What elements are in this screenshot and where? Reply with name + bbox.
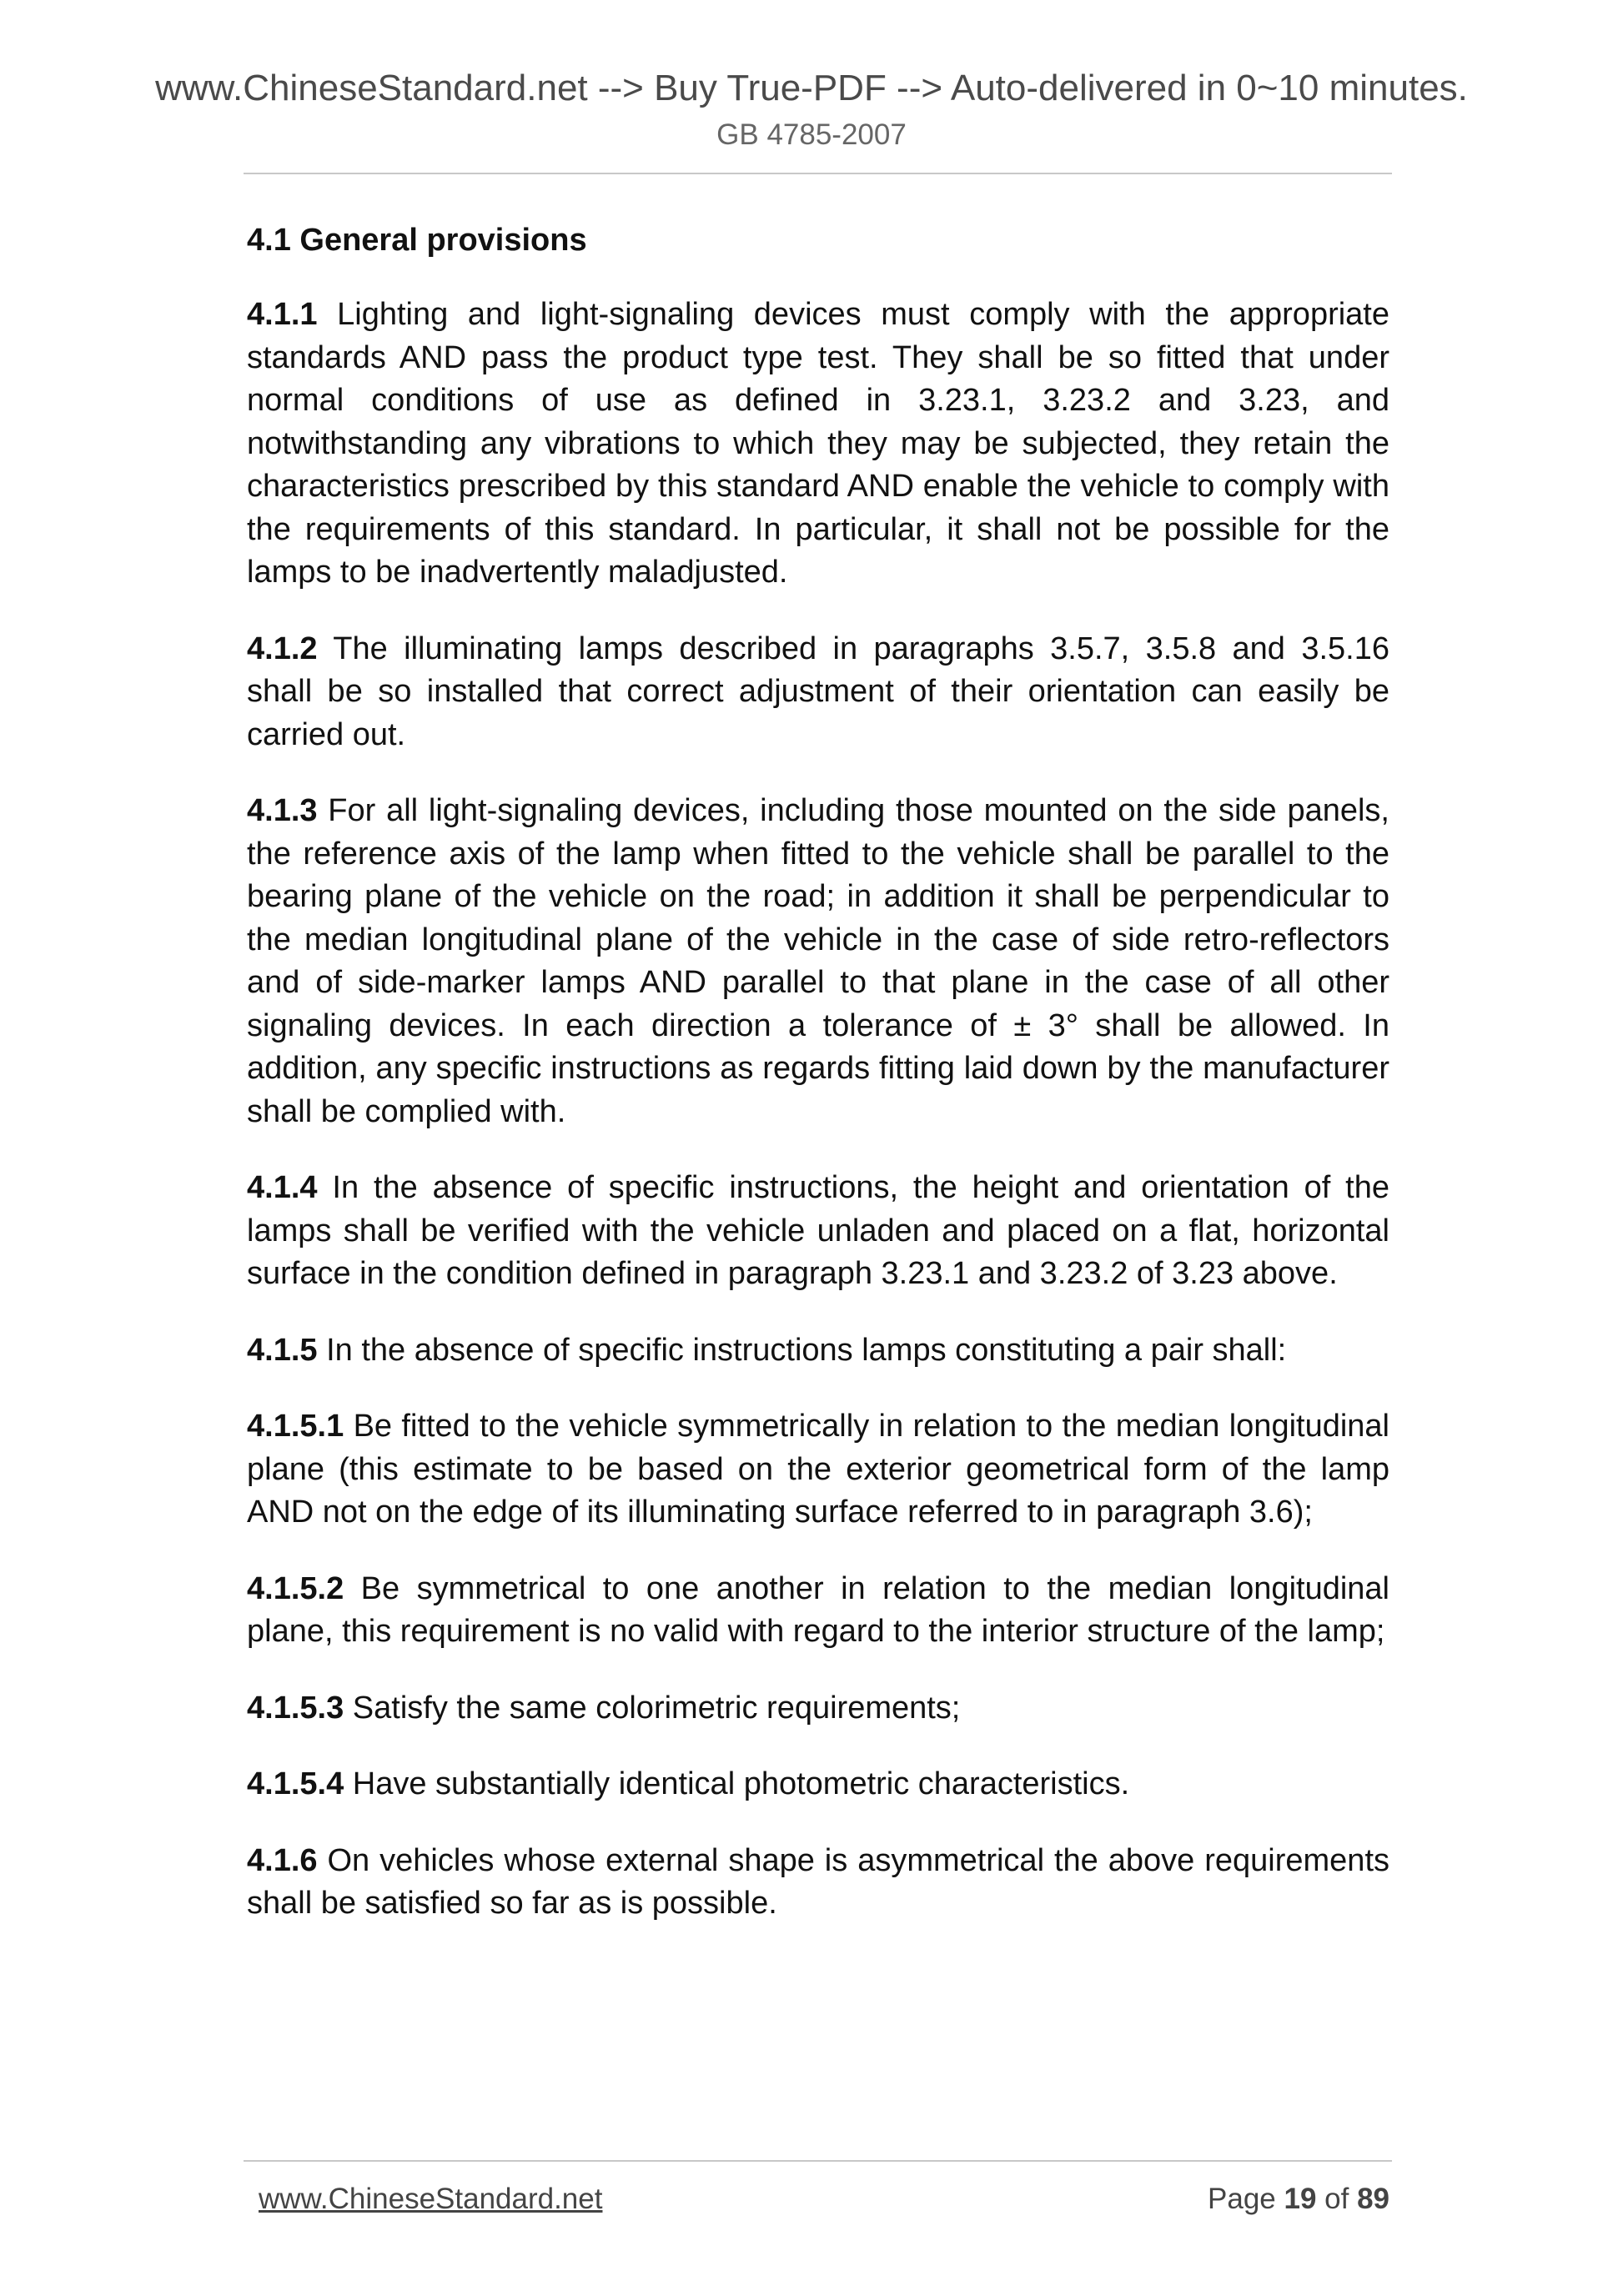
clause-text: Satisfy the same colorimetric requirements; <box>344 1690 961 1726</box>
clause-4-1-4 <box>247 1167 1389 1296</box>
clause-number: 4.1.5.3 <box>247 1690 344 1726</box>
clause-number: 4.1.5.4 <box>247 1766 344 1801</box>
document-code: GB 4785-2007 <box>716 118 907 151</box>
clause-4-1-5-3 <box>247 1687 1389 1731</box>
clause-text: In the absence of specific instructions lamps constituting a pair shall: <box>317 1332 1287 1368</box>
page-of: of <box>1316 2183 1358 2215</box>
page-indicator <box>1208 2178 1389 2220</box>
clause-number: 4.1.3 <box>247 793 318 828</box>
clause-text: Have substantially identical photometric characteristics. <box>344 1766 1130 1801</box>
header-divider <box>244 173 1392 174</box>
clause-number: 4.1.4 <box>247 1170 318 1205</box>
clause-text: Be fitted to the vehicle symmetrically in relation to the median longitudinal plane (this estimate to be based on the exterior geometrical form of the lamp AND not on the edge of its illuminating surface referred to in paragraph 3.6); <box>247 1409 1389 1530</box>
page-label: Page <box>1208 2183 1284 2215</box>
footer-divider <box>244 2160 1392 2162</box>
clause-4-1-5 <box>247 1329 1389 1373</box>
clause-text: Be symmetrical to one another in relation to the median longitudinal plane, this requirement is no valid with regard to the interior structure of the lamp; <box>247 1570 1389 1649</box>
clause-text: Lighting and light-signaling devices must comply with the appropriate standards AND pass the product type test. They shall be so fitted that under normal conditions of use as defined in 3.23.1, 3.23.2 and 3.23, and notwithstanding any vibrations to which they may be subjected, they retain the characteristics prescribed by this standard AND enable the vehicle to comply with the requirements of this standard. In particular, it shall not be possible for the lamps to be inadvertently maladjusted. <box>247 297 1389 590</box>
header-banner[interactable]: www.ChineseStandard.net --> Buy True-PDF --> Auto-delivered in 0~10 minutes. <box>155 68 1468 108</box>
clause-text: For all light-signaling devices, including those mounted on the side panels, the reference axis of the lamp when fitted to the vehicle shall be parallel to the bearing plane of the vehicle on the road; in addition it shall be perpendicular to the median longitudinal plane of the vehicle in the case of side retro-reflectors and of side-marker lamps AND parallel to that plane in the case of all other signaling devices. In each direction a tolerance of ± 3° shall be allowed. In addition, any specific instructions as regards fitting laid down by the manufacturer shall be complied with. <box>247 793 1389 1129</box>
clause-text: In the absence of specific instructions, the height and orientation of the lamps shall be verified with the vehicle unladen and placed on a flat, horizontal surface in the condition defined in paragraph 3.23.1 and 3.23.2 of 3.23 above. <box>247 1170 1389 1291</box>
clause-number: 4.1.6 <box>247 1842 318 1878</box>
footer-website-link[interactable]: www.ChineseStandard.net <box>259 2183 603 2215</box>
clause-4-1-1 <box>247 294 1389 595</box>
page-total: 89 <box>1357 2183 1389 2215</box>
clause-4-1-5-1 <box>247 1405 1389 1535</box>
page-current: 19 <box>1284 2183 1317 2215</box>
clause-4-1-6 <box>247 1840 1389 1926</box>
clause-text: The illuminating lamps described in paragraphs 3.5.7, 3.5.8 and 3.5.16 shall be so installed that correct adjustment of their orientation can easily be carried out. <box>247 631 1389 752</box>
clause-number: 4.1.5.2 <box>247 1570 344 1606</box>
clause-number: 4.1.5 <box>247 1332 318 1368</box>
clause-text: On vehicles whose external shape is asymmetrical the above requirements shall be satisfied so far as is possible. <box>247 1842 1389 1921</box>
document-body <box>247 219 1389 1959</box>
clause-number: 4.1.5.1 <box>247 1409 344 1444</box>
page-footer <box>259 2178 1389 2220</box>
clause-4-1-5-2 <box>247 1568 1389 1654</box>
clause-number: 4.1.2 <box>247 631 318 666</box>
page-header <box>0 65 1623 155</box>
clause-number: 4.1.1 <box>247 297 318 332</box>
section-heading: 4.1 General provisions <box>247 223 587 258</box>
clause-4-1-2 <box>247 628 1389 757</box>
clause-4-1-5-4 <box>247 1763 1389 1806</box>
clause-4-1-3 <box>247 790 1389 1133</box>
